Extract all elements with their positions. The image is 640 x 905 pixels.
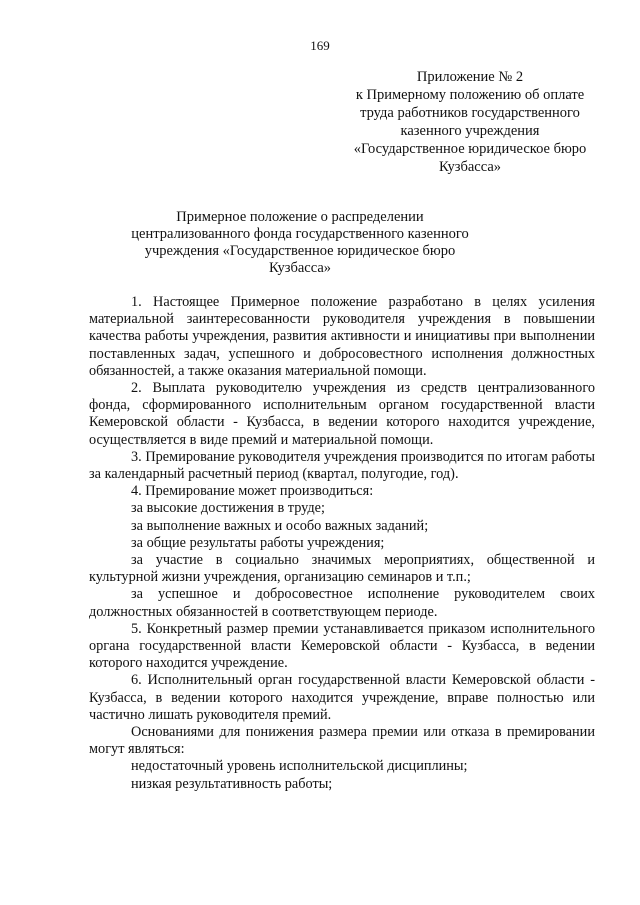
title-line: Кузбасса» [268,260,332,276]
paragraph-4: 4. Премирование может производиться: [131,483,374,500]
document-body [89,294,595,793]
appendix-line: казенного учреждения [400,123,540,139]
paragraph-1: 1. Настоящее Примерное положение разработано в целях усиления материальной заинтересованности руководителя учреждения в повышении качества работы учреждения, развития активности и инициативы при выполнении поставленных задач, успешного и добросовестного исполнения должностных обязанностей, а также оказания материальной помощи. [89,294,595,379]
paragraph-5: 5. Конкретный размер премии устанавливается приказом исполнительного органа государственной власти Кемеровской области - Кузбасса, в ведении которого находится учреждение. [89,620,595,672]
title-line: централизованного фонда государственного казенного [131,226,469,242]
paragraph-2: 2. Выплата руководителю учреждения из средств централизованного фонда, сформированного исполнительным органом государственной власти Кемеровской области - Кузбасса, в ведении которого находится учреждение, осуществляется в виде премий и материальной помощи. [89,380,595,448]
appendix-line: труда работников государственного [360,105,580,121]
title-line: Примерное положение о распределении [176,209,424,225]
document-title [120,209,480,277]
list-item: за участие в социально значимых мероприятиях, общественной и культурной жизни учреждения, организацию семинаров и т.п.; [89,552,595,586]
list-item: за успешное и добросовестное исполнение руководителем своих должностных обязанностей в соответствующем периоде. [89,586,595,620]
paragraph-grounds: Основаниями для понижения размера премии или отказа в премировании могут являться: [89,724,595,758]
list-item: низкая результативность работы; [131,775,333,792]
title-line: учреждения «Государственное юридическое бюро [144,243,456,259]
appendix-line: «Государственное юридическое бюро [353,141,587,157]
paragraph-3: 3. Премирование руководителя учреждения производится по итогам работы за календарный расчетный период (квартал, полугодие, год). [89,448,595,483]
page-number: 169 [310,38,330,53]
appendix-header [340,68,600,176]
paragraph-6: 6. Исполнительный орган государственной власти Кемеровской области - Кузбасса, в ведении которого находится учреждение, вправе полностью или частично лишать руководителя премий. [89,672,595,723]
appendix-line: Кузбасса» [438,159,502,175]
list-item: за общие результаты работы учреждения; [131,534,385,551]
list-item: недостаточный уровень исполнительской дисциплины; [131,758,468,775]
list-item: за выполнение важных и особо важных заданий; [131,517,429,534]
appendix-line: Приложение № 2 [416,69,524,85]
appendix-line: к Примерному положению об оплате [355,87,585,103]
list-item: за высокие достижения в труде; [131,500,325,517]
